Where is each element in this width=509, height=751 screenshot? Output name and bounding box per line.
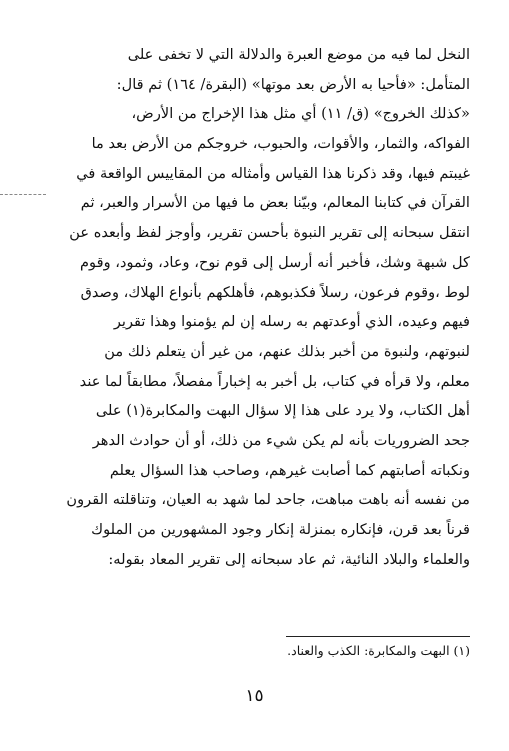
text-line: لوط ،وقوم فرعون، رسلاً فكذبوهم، فأهلكهم بأنواع الهلاك، وصدق — [80, 283, 470, 301]
footnote-divider — [286, 636, 470, 637]
text-line: معلم، ولا قرأه في كتاب، بل أخبر به إخباراً مفصلاً، مطابقاً لما عند — [79, 372, 470, 390]
text-line: فيهم وعيده، الذي أوعدتهم به رسله إن لم يؤمنوا وهذا تقرير — [113, 313, 470, 331]
text-line: كل شبهة وشك، فأخبر أنه أرسل إلى قوم نوح، وعاد، وثمود، وقوم — [80, 253, 470, 271]
text-line: النخل لما فيه من موضع العبرة والدلالة التي لا تخفى على — [127, 46, 470, 63]
text-line: القرآن في كتابنا المعالم، وبيّنا بعض ما فيها من الأسرار والعبر، ثم — [80, 194, 470, 212]
text-line: غيبتم فيها، وقد ذكرنا هذا القياس وأمثاله من المقاييس الواقعة في — [76, 164, 470, 182]
text-line: انتقل سبحانه إلى تقرير النبوة بأحسن تقرير، وأوجز لفظ وأبعده عن — [69, 224, 470, 242]
text-line: الفواكه، والثمار، والأقوات، والحبوب، خروجكم من الأرض بعد ما — [91, 135, 470, 153]
page-number: ١٥ — [245, 686, 264, 706]
footnote: (١) البهت والمكابرة: الكذب والعناد. — [287, 643, 470, 658]
text-line: «كذلك الخروج» (ق/ ١١) أي مثل هذا الإخراج من الأرض، — [131, 105, 470, 123]
text-line: قرناً بعد قرن، فإنكاره بمنزلة إنكار وجود المشهورين من الملوك — [91, 521, 470, 538]
body-text — [40, 40, 470, 574]
text-line: ونكباته أصابتهم كما أصابت غيرهم، وصاحب هذا السؤال يعلم — [109, 461, 470, 479]
text-line: والعلماء والبلاد النائية، ثم عاد سبحانه إلى تقرير المعاد بقوله: — [108, 550, 470, 568]
text-line: جحد الضروريات بأنه لم يكن شيء من ذلك، أو أن حوادث الدهر — [92, 431, 470, 449]
text-line: لنبوتهم، ولنبوة من أخبر بذلك عنهم، من غير أن يتعلم ذلك من — [104, 342, 470, 360]
text-line: أهل الكتاب، ولا يرد على هذا إلا سؤال البهت والمكابرة(١) على — [95, 402, 470, 420]
text-line: من نفسه أنه باهت مباهت، جاحد لما شهد به العيان، وتناقلته القرون — [66, 491, 470, 509]
text-line: المتأمل: «فأحيا به الأرض بعد موتها» (البقرة/ ١٦٤) ثم قال: — [116, 75, 470, 93]
